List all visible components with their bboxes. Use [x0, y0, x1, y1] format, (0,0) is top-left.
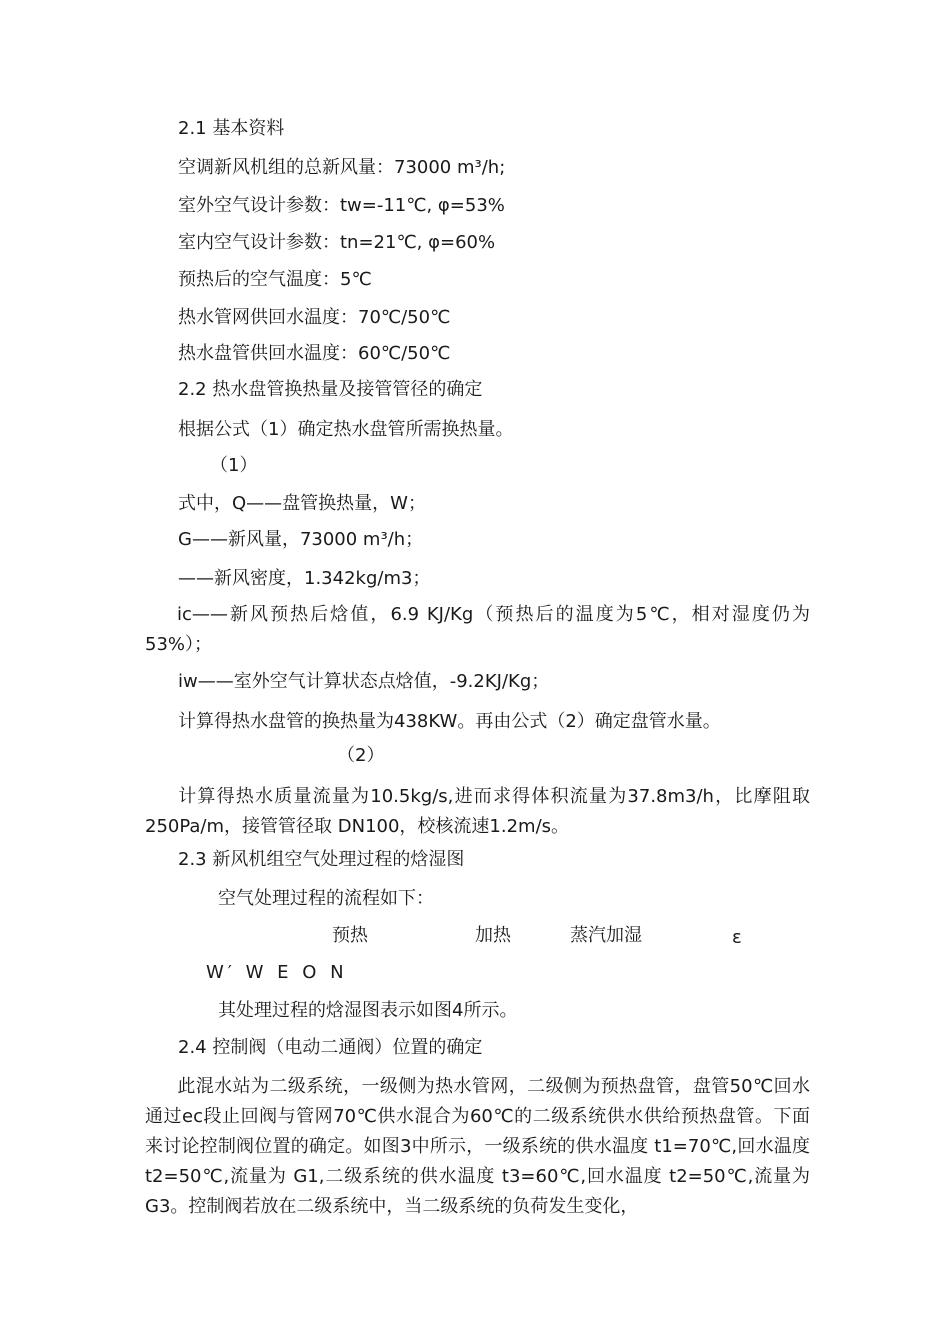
- process-preheat-label: 预热: [332, 925, 368, 946]
- section-2-1-title: 2.1 基本资料: [178, 118, 285, 139]
- calc-heat-result: 计算得热水盘管的换热量为438KW。再由公式（2）确定盘管水量。: [178, 711, 721, 732]
- outdoor-design-params: 室外空气设计参数：tw=-11℃, φ=53%: [178, 195, 505, 216]
- where-ic-text: ic——新风预热后焓值，6.9 KJ/Kg（预热后的温度为5℃，相对湿度仍为53%）；: [145, 604, 810, 655]
- equation-2-label: （2）: [337, 745, 385, 766]
- section-2-2-title: 2.2 热水盘管换热量及接管管径的确定: [178, 379, 483, 400]
- equation-1-label: （1）: [210, 455, 258, 476]
- preheat-air-temp: 预热后的空气温度：5℃: [178, 269, 372, 290]
- process-intro: 空气处理过程的流程如下：: [218, 888, 434, 909]
- process-steam-label: 蒸汽加湿: [570, 925, 642, 946]
- formula-1-intro: 根据公式（1）确定热水盘管所需换热量。: [178, 419, 514, 440]
- where-ic: [145, 600, 810, 660]
- process-epsilon: ε: [732, 927, 742, 948]
- total-air-volume: 空调新风机组的总新风量：73000 m³/h;: [178, 157, 506, 178]
- where-g: G——新风量，73000 m³/h；: [178, 529, 424, 550]
- network-water-temp: 热水管网供回水温度：70℃/50℃: [178, 307, 451, 328]
- process-heat-label: 加热: [475, 925, 511, 946]
- section-2-3-title: 2.3 新风机组空气处理过程的焓湿图: [178, 849, 465, 870]
- control-valve-text: 此混水站为二级系统，一级侧为热水管网，二级侧为预热盘管，盘管50℃回水通过ec段止回阀与管网70℃供水混合为60℃的二级系统供水供给预热盘管。下面来讨论控制阀位置的确定。如图3中所示，一级系统的供水温度 t1=70℃,回水温度 t2=50℃,流量为 G1,二级系统的供水温度 t3=60℃,回水温度 t2=50℃,流量为G3。控制阀若放在二级系统中，当二级系统的负荷发生变化，: [145, 1076, 810, 1217]
- where-iw: iw——室外空气计算状态点焓值，-9.2KJ/Kg；: [178, 671, 550, 692]
- coil-water-temp: 热水盘管供回水温度：60℃/50℃: [178, 343, 451, 364]
- calc-flow-para: [145, 782, 810, 842]
- where-rho: ——新风密度，1.342kg/m3；: [178, 568, 431, 589]
- where-q: 式中，Q——盘管换热量，W；: [178, 493, 426, 514]
- section-2-4-title: 2.4 控制阀（电动二通阀）位置的确定: [178, 1037, 483, 1058]
- chart-reference: 其处理过程的焓湿图表示如图4所示。: [218, 1000, 518, 1021]
- calc-flow-text: 计算得热水质量流量为10.5kg/s,进而求得体积流量为37.8m3/h，比摩阻取250Pa/m，接管管径取 DN100，校核流速1.2m/s。: [145, 786, 810, 837]
- control-valve-para: [145, 1072, 810, 1222]
- indoor-design-params: 室内空气设计参数：tn=21℃, φ=60%: [178, 232, 496, 253]
- process-state-points: W′ W E O N: [206, 962, 348, 983]
